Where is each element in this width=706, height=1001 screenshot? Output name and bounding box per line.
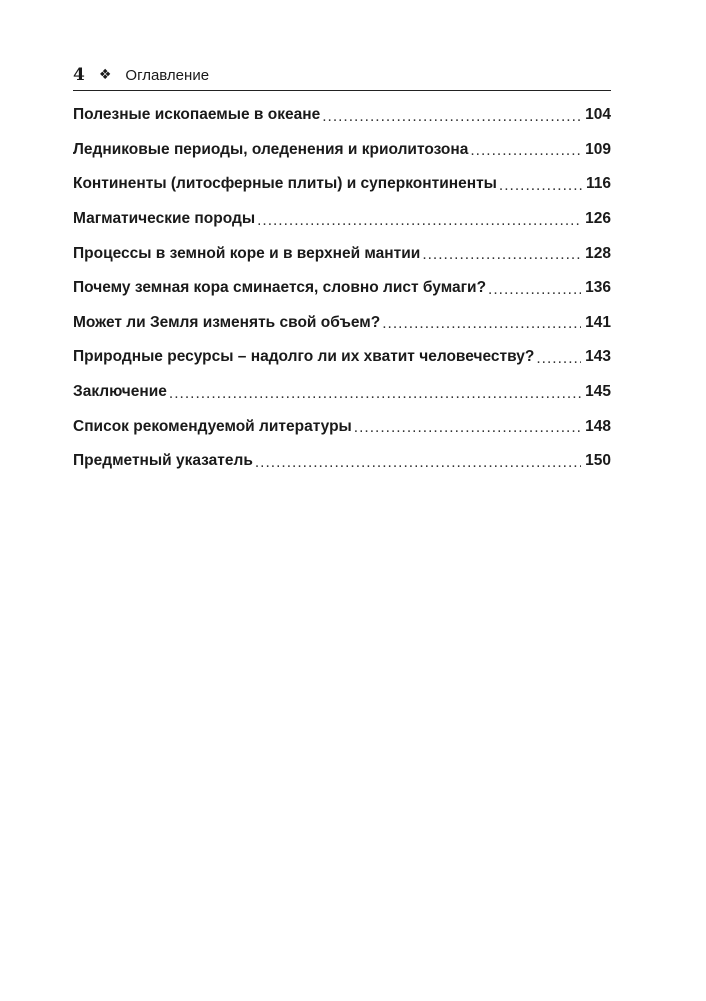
toc-entry[interactable] [73,236,611,271]
toc-entry-title: Континенты (литосферные плиты) и суперконтиненты [73,175,497,193]
toc-entry-page: 128 [585,244,611,262]
toc-entry-page: 104 [585,106,611,124]
page-number: 4 [73,65,85,85]
dot-leader [422,246,581,264]
toc-entry-page: 145 [585,383,611,401]
toc-entry-page: 136 [585,279,611,297]
running-title: Оглавление [125,67,210,84]
toc-entry-page: 109 [585,140,611,158]
toc-entry[interactable] [73,409,611,444]
toc-entry[interactable] [73,202,611,237]
dot-leader [257,212,581,230]
toc-entry-page: 143 [585,348,611,366]
toc-entry-title: Процессы в земной коре и в верхней мантии [73,244,421,262]
toc-entry-title: Ледниковые периоды, оледенения и криолитозона [73,140,469,158]
toc-entry-title: Заключение [73,383,167,401]
toc-entry-title: Список рекомендуемой литературы [73,417,352,435]
dot-leader [322,108,581,126]
dot-leader [470,142,581,160]
toc-entry[interactable] [73,306,611,341]
toc-entry-page: 116 [585,175,611,193]
toc-entry-title: Магматические породы [73,210,256,228]
toc-entry-title: Может ли Земля изменять свой объем? [73,313,381,331]
toc-entry[interactable] [73,167,611,202]
dot-leader [382,315,581,333]
dot-leader [488,281,581,299]
running-header [73,58,611,91]
toc-entry[interactable] [73,98,611,133]
toc-entry-page: 148 [585,417,611,435]
dot-leader [169,385,581,403]
dot-leader [536,350,581,368]
toc-entry[interactable] [73,375,611,410]
toc-entry-title: Почему земная кора сминается, словно лист бумаги? [73,279,487,297]
toc-entry-title: Природные ресурсы – надолго ли их хватит человечеству? [73,348,535,366]
dot-leader [255,454,581,472]
toc-entry[interactable] [73,444,611,479]
dot-leader [499,177,582,195]
toc-entry[interactable] [73,271,611,306]
table-of-contents [73,98,611,479]
dot-leader [354,419,581,437]
toc-entry-title: Полезные ископаемые в океане [73,106,321,124]
toc-entry-page: 141 [585,313,611,331]
toc-entry[interactable] [73,133,611,168]
toc-entry[interactable] [73,340,611,375]
ornament-icon: ❖ [98,67,112,83]
toc-entry-page: 150 [585,452,611,470]
toc-entry-page: 126 [585,210,611,228]
toc-entry-title: Предметный указатель [73,452,253,470]
